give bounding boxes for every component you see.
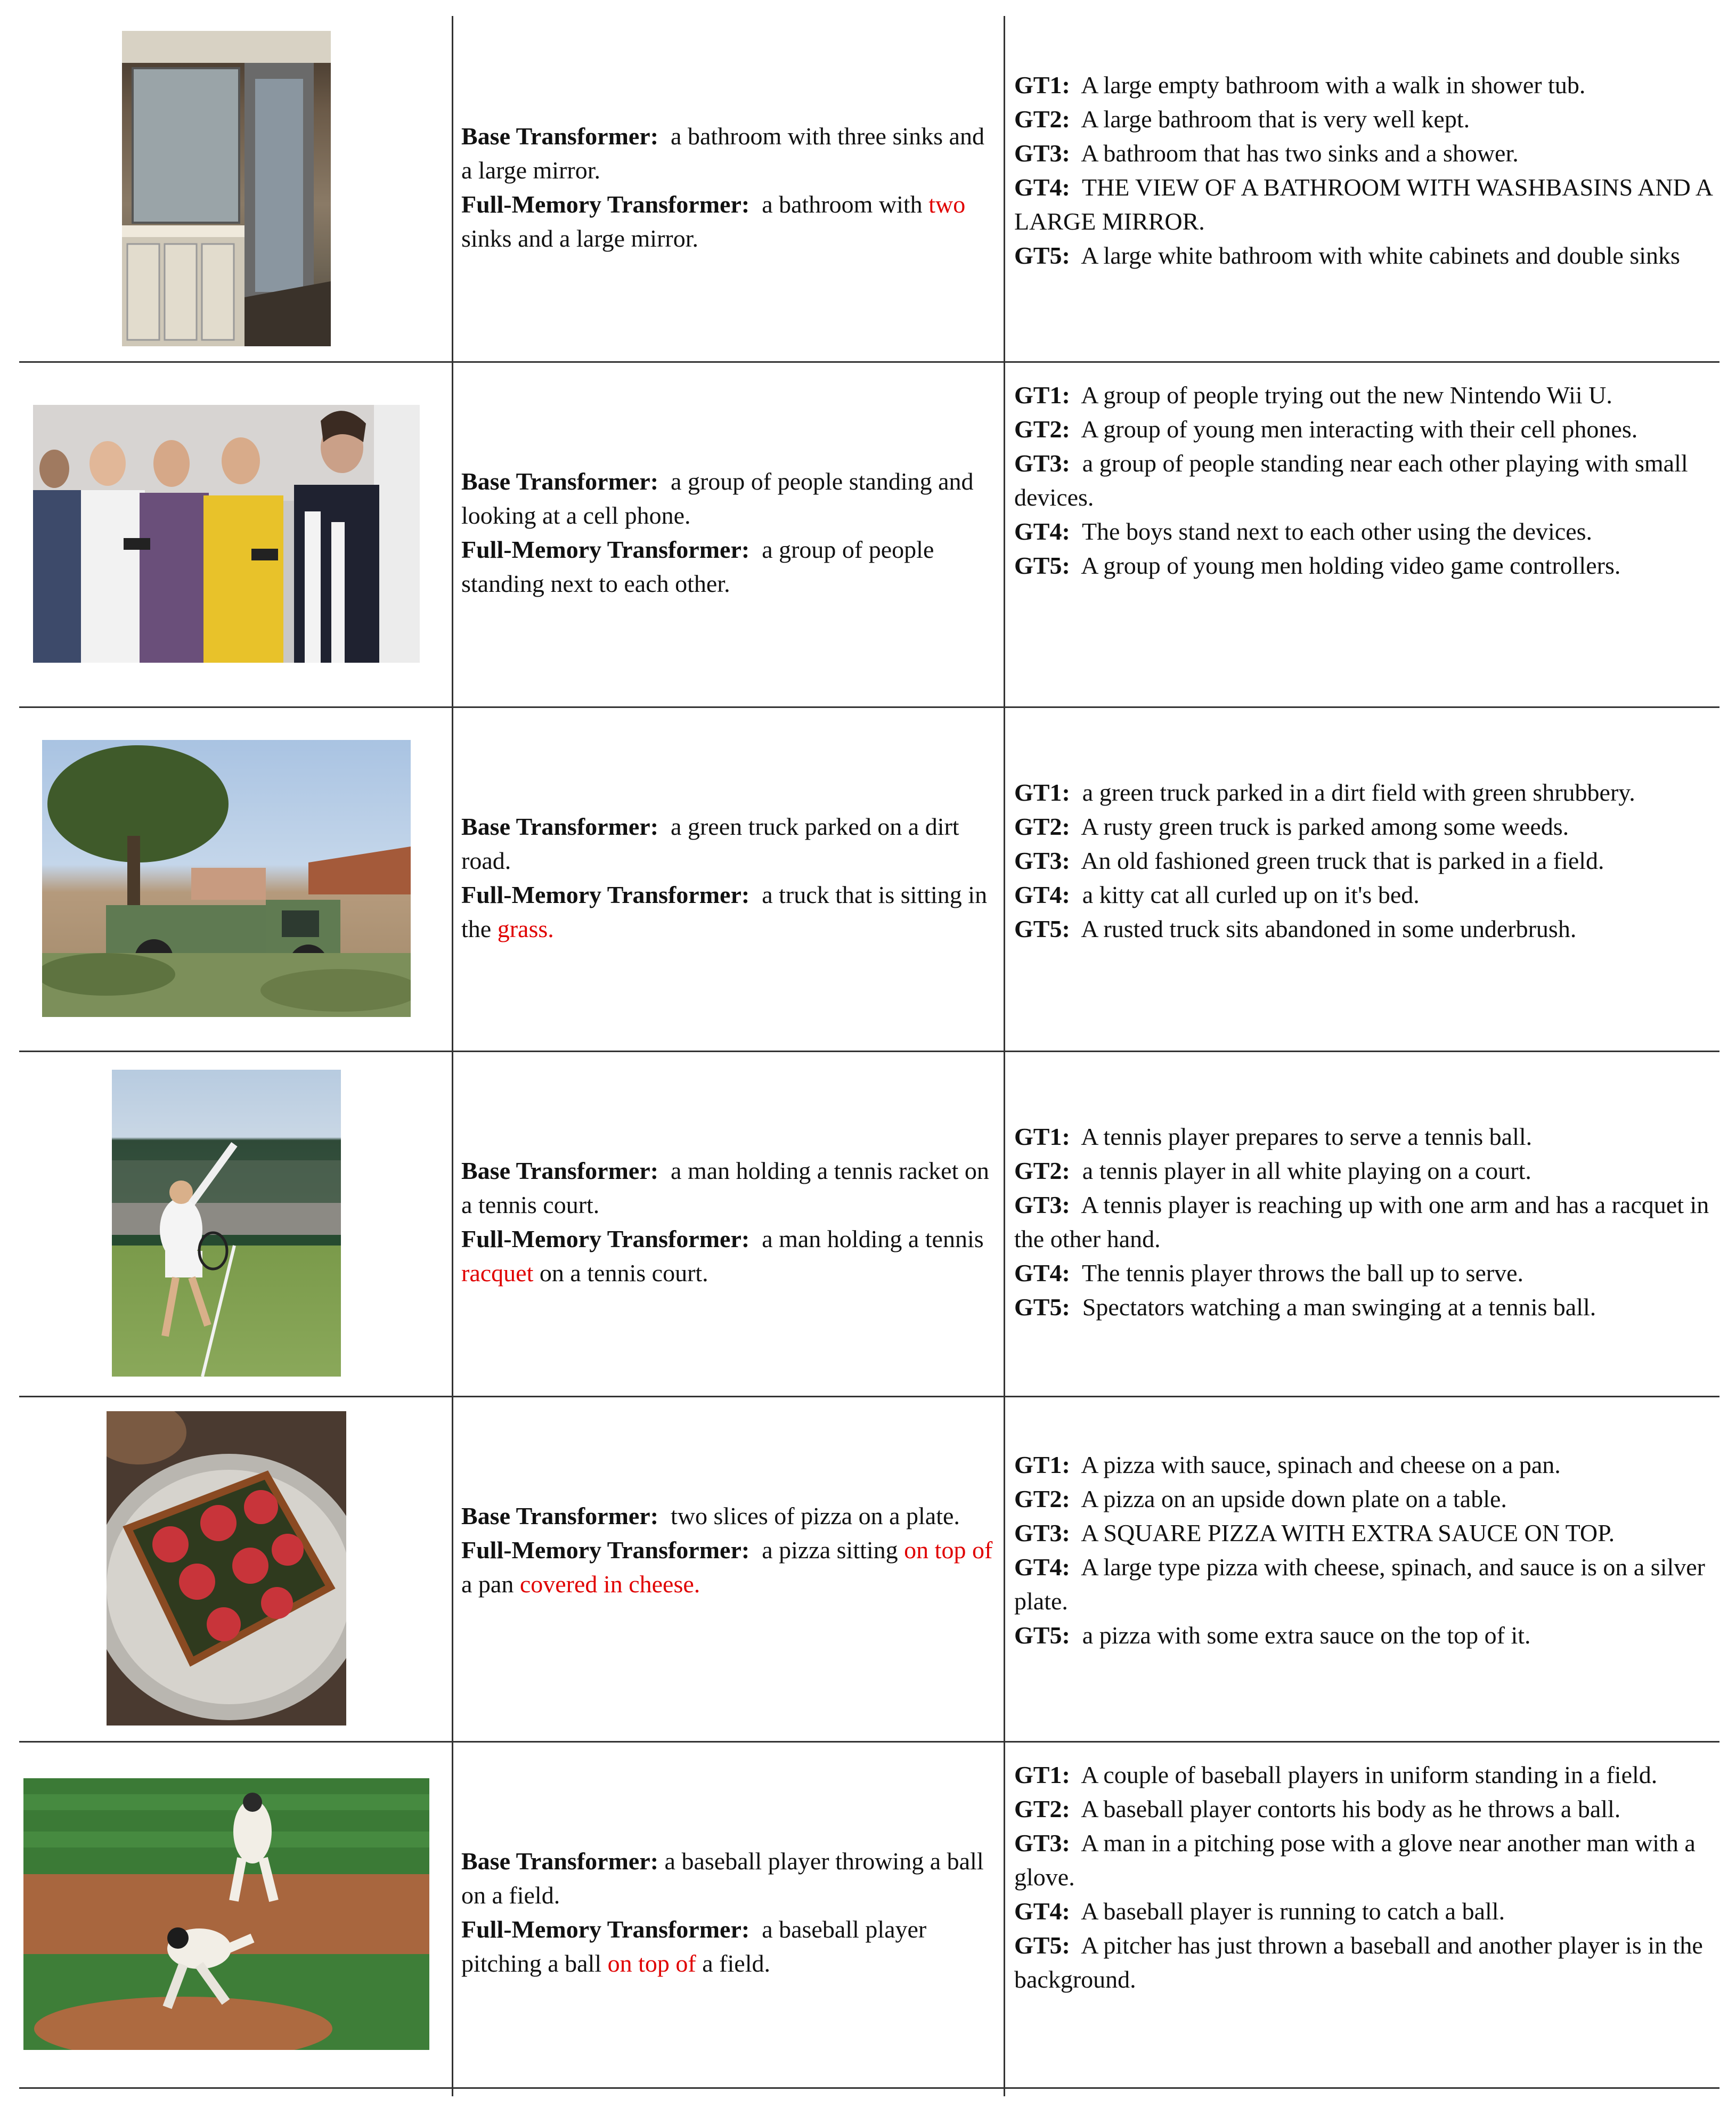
full-memory-transformer-label: Full-Memory Transformer: — [461, 191, 750, 218]
full-memory-caption-rest: sinks and a large mirror. — [461, 225, 698, 252]
base-caption: a baseball player throwing a ball on a field. — [461, 1847, 984, 1909]
gt-caption: GT2: a tennis player in all white playing on a court. — [1014, 1157, 1531, 1184]
base-transformer-label: Base Transformer: — [461, 468, 659, 495]
gt-caption: GT3: A tennis player is reaching up with one arm and has a racquet in the other hand. — [1014, 1191, 1709, 1252]
gt-caption: GT4: a kitty cat all curled up on it's bed. — [1014, 881, 1420, 908]
base-caption: two slices of pizza on a plate. — [671, 1502, 960, 1529]
generated-captions — [461, 465, 997, 601]
gt-caption: GT5: A pitcher has just thrown a baseball and another player is in the background. — [1014, 1932, 1703, 1993]
highlighted-word: racquet — [461, 1259, 534, 1287]
full-memory-caption: a truck that is sitting in the — [461, 881, 988, 942]
gt-caption: GT4: A baseball player is running to catch a ball. — [1014, 1898, 1505, 1925]
full-memory-transformer-label: Full-Memory Transformer: — [461, 881, 750, 908]
ground-truth-captions — [1014, 1758, 1717, 1997]
full-memory-caption: a pizza sitting — [762, 1536, 898, 1564]
gt-caption: GT3: A man in a pitching pose with a glove near another man with a glove. — [1014, 1829, 1696, 1891]
pizza-photo — [107, 1411, 346, 1726]
base-caption: a group of people standing and looking at a cell phone. — [461, 468, 974, 529]
full-memory-transformer-label: Full-Memory Transformer: — [461, 1536, 750, 1564]
gt-caption: GT4: The boys stand next to each other using the devices. — [1014, 518, 1593, 545]
gt-caption: GT1: a green truck parked in a dirt field with green shrubbery. — [1014, 779, 1635, 806]
full-memory-transformer-label: Full-Memory Transformer: — [461, 536, 750, 563]
image-cell — [0, 361, 453, 706]
table-row — [0, 1396, 1736, 1741]
gt-caption: GT3: a group of people standing near each other playing with small devices. — [1014, 450, 1688, 511]
table-row — [0, 16, 1736, 361]
gt-caption: GT5: A group of young men holding video game controllers. — [1014, 552, 1621, 579]
table-row — [0, 1741, 1736, 2087]
table-row — [0, 1051, 1736, 1396]
gt-caption: GT5: Spectators watching a man swinging at a tennis ball. — [1014, 1293, 1596, 1321]
full-memory-caption-rest: on a tennis court. — [539, 1259, 708, 1287]
full-memory-caption-middle: a pan — [461, 1570, 514, 1598]
generated-captions — [461, 119, 997, 256]
highlighted-punctuation: . — [548, 915, 554, 942]
highlighted-word: grass — [497, 915, 548, 942]
image-cell — [0, 1051, 453, 1396]
gt-caption: GT3: An old fashioned green truck that is parked in a field. — [1014, 847, 1604, 874]
highlighted-phrase: on top of — [904, 1536, 993, 1564]
image-cell — [0, 1741, 453, 2087]
gt-caption: GT3: A SQUARE PIZZA WITH EXTRA SAUCE ON TOP. — [1014, 1519, 1615, 1547]
bathroom-photo — [122, 31, 331, 346]
gt-caption: GT2: A group of young men interacting with their cell phones. — [1014, 416, 1638, 443]
ground-truth-captions — [1014, 1448, 1717, 1653]
full-memory-caption: a group of people standing next to each other. — [461, 536, 934, 597]
generated-captions — [461, 1154, 997, 1290]
gt-caption: GT1: A tennis player prepares to serve a tennis ball. — [1014, 1123, 1533, 1150]
base-caption: a man holding a tennis racket on a tennis court. — [461, 1157, 989, 1218]
ground-truth-captions — [1014, 776, 1717, 946]
highlighted-phrase: covered in cheese — [519, 1570, 694, 1598]
generated-captions — [461, 810, 997, 946]
gt-caption: GT2: A rusty green truck is parked among some weeds. — [1014, 813, 1569, 840]
full-memory-caption: a bathroom with — [762, 191, 923, 218]
base-transformer-label: Base Transformer: — [461, 813, 659, 840]
full-memory-transformer-label: Full-Memory Transformer: — [461, 1225, 750, 1252]
full-memory-caption: a man holding a tennis — [762, 1225, 984, 1252]
base-transformer-label: Base Transformer: — [461, 123, 659, 150]
gt-caption: GT5: A large white bathroom with white cabinets and double sinks — [1014, 242, 1680, 269]
tennis-player-photo — [112, 1070, 341, 1377]
ground-truth-captions — [1014, 1120, 1717, 1324]
people-phones-photo — [33, 405, 420, 663]
gt-caption: GT1: A large empty bathroom with a walk in shower tub. — [1014, 71, 1586, 99]
gt-caption: GT3: A bathroom that has two sinks and a shower. — [1014, 140, 1519, 167]
gt-caption: GT1: A couple of baseball players in uniform standing in a field. — [1014, 1761, 1658, 1788]
gt-caption: GT1: A pizza with sauce, spinach and cheese on a pan. — [1014, 1451, 1561, 1478]
full-memory-transformer-label: Full-Memory Transformer: — [461, 1916, 750, 1943]
table-row — [0, 706, 1736, 1051]
generated-captions — [461, 1844, 997, 1981]
gt-caption: GT5: A rusted truck sits abandoned in some underbrush. — [1014, 915, 1577, 942]
image-cell — [0, 706, 453, 1051]
gt-caption: GT2: A pizza on an upside down plate on a table. — [1014, 1485, 1507, 1512]
base-transformer-label: Base Transformer: — [461, 1847, 659, 1875]
green-truck-photo — [42, 740, 411, 1017]
base-caption: a bathroom with three sinks and a large mirror. — [461, 123, 984, 184]
gt-caption: GT2: A large bathroom that is very well kept. — [1014, 105, 1470, 133]
gt-caption: GT2: A baseball player contorts his body as he throws a ball. — [1014, 1795, 1621, 1822]
gt-caption: GT4: THE VIEW OF A BATHROOM WITH WASHBASINS AND A LARGE MIRROR. — [1014, 174, 1712, 235]
table-rule — [19, 2087, 1719, 2089]
base-transformer-label: Base Transformer: — [461, 1502, 659, 1529]
gt-caption: GT4: A large type pizza with cheese, spinach, and sauce is on a silver plate. — [1014, 1553, 1705, 1615]
base-transformer-label: Base Transformer: — [461, 1157, 659, 1184]
generated-captions — [461, 1499, 997, 1601]
baseball-photo — [23, 1778, 429, 2050]
ground-truth-captions — [1014, 68, 1717, 273]
ground-truth-captions — [1014, 378, 1717, 583]
full-memory-caption-rest: a field. — [702, 1950, 770, 1977]
highlighted-punctuation: . — [694, 1570, 700, 1598]
image-cell — [0, 16, 453, 361]
full-memory-caption: a baseball player pitching a ball — [461, 1916, 927, 1977]
base-caption: a green truck parked on a dirt road. — [461, 813, 959, 874]
gt-caption: GT1: A group of people trying out the new Nintendo Wii U. — [1014, 381, 1612, 409]
table-row — [0, 361, 1736, 706]
gt-caption: GT5: a pizza with some extra sauce on the top of it. — [1014, 1622, 1531, 1649]
highlighted-phrase: on top of — [607, 1950, 696, 1977]
image-cell — [0, 1396, 453, 1741]
gt-caption: GT4: The tennis player throws the ball up to serve. — [1014, 1259, 1524, 1287]
highlighted-word: two — [928, 191, 966, 218]
